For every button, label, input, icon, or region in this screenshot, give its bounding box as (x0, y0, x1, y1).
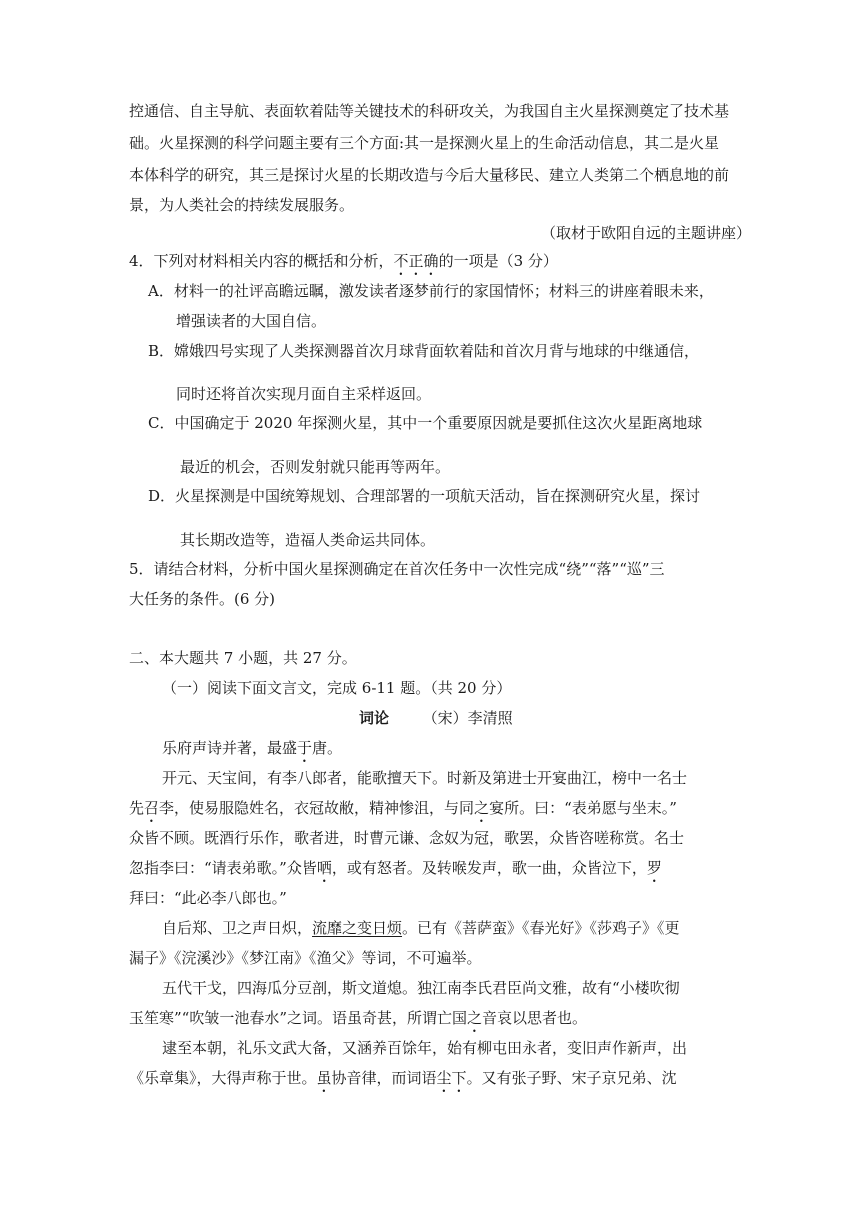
option-c-line1: C．中国确定于 2020 年探测火星，其中一个重要原因就是要抓住这次火星距离地球 (148, 414, 703, 432)
paragraph-line: 开元、天宝间，有李八郎者，能歌擅天下。时新及第进士开宴曲江，榜中一名士 (162, 769, 688, 787)
emphasized-char: 之 (467, 1009, 483, 1027)
paragraph-line (129, 1008, 587, 1036)
option-d-line1: D．火星探测是中国统筹规划、合理部署的一项航天活动，旨在探测研究火星，探讨 (148, 487, 701, 505)
text: 乐府声诗并著，最盛 (162, 739, 298, 757)
question-5-line1: 5．请结合材料，分析中国火星探测确定在首次任务中一次性完成“绕”“落”“巡”三 (129, 560, 665, 578)
text: 。又有张子野、宋子京兄弟、沈 (466, 1069, 677, 1087)
paragraph-line: 逮至本朝，礼乐文武大备，又涵养百馀年，始有柳屯田永者，变旧声作新声，出 (162, 1039, 688, 1057)
paragraph-line (129, 798, 677, 826)
paragraph-line (162, 738, 342, 766)
text: 音哀以思者也。 (482, 1009, 588, 1027)
paragraph-line (162, 918, 680, 938)
text: 。已有《菩萨蛮》《春光好》《莎鸡子》《更 (402, 919, 680, 937)
text: 自后郑、卫之声日炽， (162, 919, 313, 937)
article-title-line (359, 708, 513, 728)
passage-line: 本体科学的研究，其三是探讨火星的长期改造与今后大量移民、建立人类第二个栖息地的前 (129, 166, 730, 184)
option-a-line1: A．材料一的社评高瞻远瞩，激发读者逐梦前行的家国情怀；材料三的讲座着眼未来， (148, 282, 714, 300)
stem-text: 4．下列对材料相关内容的概括和分析， (129, 252, 394, 270)
emphasized-char: 罗 (646, 859, 662, 877)
paragraph-line: 众皆不顾。既酒行乐作，歌者进，时曹元谦、念奴为冠，歌罢，众皆咨嗟称赏。名士 (129, 829, 685, 847)
text: 唐。 (312, 739, 343, 757)
text: 先 (129, 799, 145, 817)
text: 玉笙寒”“吹皱一池春水”之词。语虽奇甚，所谓亡国 (129, 1009, 468, 1027)
option-a-line2: 增强读者的大国自信。 (176, 312, 327, 330)
passage-line: 础。火星探测的科学问题主要有三个方面:其一是探测火星上的生命活动信息，其二是火星 (129, 134, 720, 152)
source-note: （取材于欧阳自远的主题讲座） (540, 224, 751, 242)
underlined-phrase: 流靡之变日烦 (312, 919, 403, 937)
option-d-line2: 其长期改造等，造福人类命运共同体。 (180, 531, 436, 549)
option-c-line2: 最近的机会，否则发射就只能再等两年。 (180, 458, 451, 476)
emphasis-not-correct: 不正确 (393, 252, 439, 270)
text: 宴所。曰：“表弟愿与坐末。” (489, 799, 677, 817)
passage-line: 控通信、自主导航、表面软着陆等关键技术的科研攻关，为我国自主火星探测奠定了技术基 (129, 102, 730, 120)
emphasized-char: 虽 (316, 1069, 332, 1087)
emphasized-char: 召 (144, 799, 160, 817)
emphasized-char: 之 (474, 799, 490, 817)
paragraph-line: 五代干戈，四海瓜分豆剖，斯文道熄。独江南李氏君臣尚文雅，故有“小楼吹彻 (162, 979, 680, 997)
question-5-line2: 大任务的条件。(6 分) (129, 590, 276, 608)
text: 协音律，而词语 (331, 1069, 437, 1087)
section-subheading: （一）阅读下面文言文，完成 6-11 题。（共 20 分） (162, 679, 512, 697)
paragraph-line (129, 858, 662, 886)
paragraph-line: 漏子》《浣溪沙》《梦江南》《渔父》等词，不可遍举。 (129, 949, 482, 967)
option-b-line1: B．嫦娥四号实现了人类探测器首次月球背面软着陆和首次月背与地球的中继通信， (148, 342, 700, 360)
paragraph-line (129, 1068, 677, 1096)
stem-text: 的一项是（3 分） (438, 252, 558, 270)
question-4-stem (129, 251, 558, 279)
text: 李，使易服隐姓名，衣冠故敝，精神惨沮，与同 (159, 799, 475, 817)
emphasized-char: 于 (297, 739, 313, 757)
text: 《乐章集》，大得声称于世。 (129, 1069, 317, 1087)
text: 忽指李曰：“请表弟歌。”众皆 (129, 859, 317, 877)
emphasized-char: 哂 (316, 859, 332, 877)
text: ，或有怒者。及转喉发声，歌一曲，众皆泣下， (331, 859, 647, 877)
paragraph-line: 拜曰：“此必李八郎也。” (129, 889, 287, 907)
section-heading: 二、本大题共 7 小题，共 27 分。 (129, 649, 357, 667)
passage-line: 景，为人类社会的持续发展服务。 (129, 196, 355, 214)
option-b-line2: 同时还将首次实现月面自主采样返回。 (176, 385, 432, 403)
article-title: 词论 (359, 709, 390, 727)
article-author: （宋）李清照 (422, 709, 513, 727)
emphasized-chars: 尘下 (436, 1069, 467, 1087)
